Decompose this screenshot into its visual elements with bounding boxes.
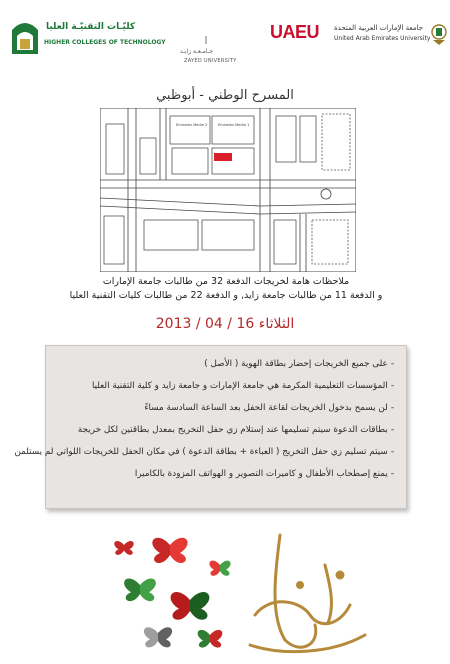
calligraphy-artwork-icon xyxy=(250,535,365,652)
hct-logo xyxy=(6,18,166,60)
butterfly-decoration xyxy=(110,505,400,664)
butterfly-cluster-icon xyxy=(114,538,230,648)
map-label-media2: Emirates Media 2 xyxy=(176,123,208,127)
hct-name-en: HIGHER COLLEGES OF TECHNOLOGY xyxy=(44,39,166,46)
notes-line-1: ملاحظات هامة لخريجات الدفعة 32 من طالبات جامعة الإمارات xyxy=(102,276,350,287)
instruction-item: -المؤسسات التعليمية المكرمة هي جامعة الإمارات و جامعة زايد و كلية التقنية العليا xyxy=(91,381,394,391)
uaeu-name-en: United Arab Emirates University xyxy=(334,35,431,42)
event-date: الثلاثاء 16 / 04 / 2013 xyxy=(155,316,295,332)
instructions-box xyxy=(14,345,407,509)
zu-name-en: ZAYED UNIVERSITY xyxy=(184,58,237,64)
map-label-media1: Emirates Media 1 xyxy=(218,123,250,127)
instruction-item: -يمنع إصطحاب الأطفال و كاميرات التصوير و الهواتف المزودة بالكاميرا xyxy=(134,469,394,479)
notes-line-2: و الدفعة 11 من طالبات جامعة زايد, و الدفعة 22 من طالبات كليات التقنية العليا xyxy=(69,290,383,301)
venue-marker xyxy=(214,153,232,161)
uaeu-mark: UAEU xyxy=(270,22,320,42)
instruction-item: -سيتم تسليم زي حفل التخريج ( العباءة + بطاقة الدعوة ) في مكان الحفل للخريجات اللواتي لم يستلمن xyxy=(14,447,394,457)
instructions-list xyxy=(14,346,406,480)
zu-crescent-icon xyxy=(192,8,220,46)
instruction-item: -بطاقات الدعوة سيتم تسليمها عند إستلام زي حفل التخريج بمعدل بطاقتين لكل خريجة xyxy=(77,425,394,435)
uaeu-emblem-icon xyxy=(430,22,448,46)
zu-name-ar: جـامـعـة زايـد xyxy=(180,48,214,55)
venue-map xyxy=(100,108,356,272)
hct-name-ar: كليّـات التقنيّـة العليا xyxy=(46,22,136,32)
venue-title: المسرح الوطني - أبوظبي xyxy=(156,88,294,103)
zu-logo xyxy=(170,6,240,66)
hct-crest-icon xyxy=(8,18,42,56)
uaeu-logo xyxy=(270,22,448,52)
uaeu-name-ar: جامعة الإمارات العربية المتحدة xyxy=(334,24,423,32)
instruction-item: -لن يسمح بدخول الخريجات لقاعة الحفل بعد الساعة السادسة مساءً xyxy=(144,403,394,413)
instruction-item: -على جميع الخريجات إحضار بطاقة الهوية ( الأصل ) xyxy=(204,359,394,369)
